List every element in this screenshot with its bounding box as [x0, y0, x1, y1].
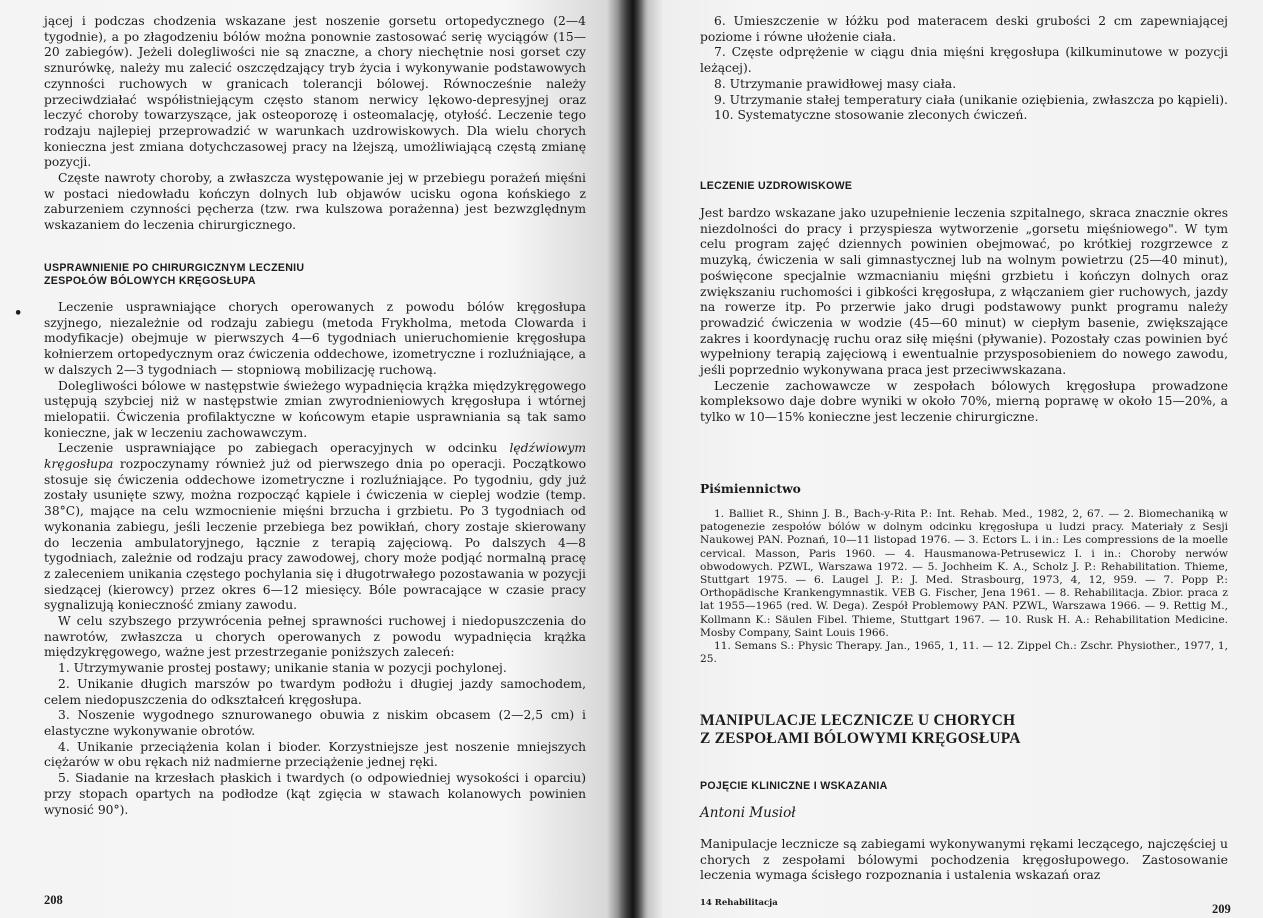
paragraph: Jest bardzo wskazane jako uzupełnienie leczenia szpitalnego, skraca znacznie okres niezdolności do pracy i przyspiesza wytworzenie „gorsetu mięśniowego". W tym celu program zajęć dziennych powinien obejmować, po krótkiej rozgrzewce z muzyką, ćwiczenia w sali gimnastycznej lub na wolnym powietrzu (25—40 minut), poświęcone specjalnie wzmacnianiu mięśni grzbietu i kończyn dolnych oraz zwiększaniu ruchomości i gibkości kręgosłupa, z włączaniem gier ruchowych, jazdy na rowerze itp. Po przerwie jako drugi podstawowy punkt programu należy prowadzić ćwiczenia w wodzie (45—60 minut) w ciepłym basenie, zwiększające zakres i koordynację ruchu oraz siłę mięśni (pływanie). Pozostały czas powinien być wypełniony terapią zajęciową i ewentualnie przysposobieniem do nowego zawodu, jeśli poprzednio wykonywana praca jest przeciwwskazana. — [700, 206, 1228, 378]
chapter-title — [700, 712, 1228, 748]
section-heading-line: ZESPOŁÓW BÓLOWYCH KRĘGOSŁUPA — [44, 275, 256, 287]
list-item: 1. Utrzymywanie prostej postawy; unikanie stania w pozycji pochylonej. — [58, 661, 507, 676]
paragraph: Częste nawroty choroby, a zwłaszcza występowanie jej w przebiegu porażeń mięśni w postaci niedowładu kończyn dolnych lub objawów ucisku ogona końskiego z zaburzeniem czynności pęcherza (tzw. rwa kulszowa porażenna) jest bezwzględnym wskazaniem do leczenia chirurgicznego. — [44, 171, 586, 233]
paragraph — [44, 441, 586, 614]
paragraph: Leczenie usprawniające chorych operowanych z powodu bólów kręgosłupa szyjnego, niezależnie od rodzaju zabiegu (metoda Frykholma, metoda Clowarda i modyfikacje) obejmuje w pierwszych 4—6 tygodniach unieruchomienie kręgosłupa kołnierzem ortopedycznym oraz ćwiczenia oddechowe, izometryczne i rozluźniające, a w dalszych 2—3 tygodniach — stopniową mobilizację ruchową. — [44, 300, 586, 377]
author-name: Antoni Musioł — [700, 805, 796, 821]
paragraph: jącej i podczas chodzenia wskazane jest noszenie gorsetu ortopedycznego (2—4 tygodnie), a po złagodzeniu bólów można ponownie zastosować serię wyciągów (15—20 zabiegów). Jeżeli dolegliwości nie są znaczne, a chory niechętnie nosi gorset czy sznurówkę, należy mu zalecić oszczędzający tryb życia i wykonywanie podstawowych czynności ruchowych w granicach tolerancji bólowej. Równocześnie należy przeciwdziałać współistniejącym często stanom nerwicy lękowo-depresyjnej oraz leczyć choroby towarzyszące, jak osteoporozę i osteomalację, otyłość. Leczenie tego rodzaju najlepiej przeprowadzić w warunkach uzdrowiskowych. Dla wielu chorych konieczna jest zmiana dotychczasowej pracy na lżejszą, umożliwiającą częstą zmianę pozycji. — [44, 14, 586, 170]
list-item: 10. Systematyczne stosowanie zleconych ćwiczeń. — [714, 108, 1028, 123]
section-heading: LECZENIE UZDROWISKOWE — [700, 180, 853, 192]
paragraph: W celu szybszego przywrócenia pełnej sprawności ruchowej i niedopuszczenia do nawrotów, zwłaszcza u chorych operowanych z powodu wypadnięcia krążka międzykręgowego, ważne jest przestrzeganie poniższych zaleceń: — [44, 614, 586, 660]
bibliography-entries: 11. Semans S.: Physic Therapy. Jan., 1965, 1, 11. — 12. Zippel Ch.: Zschr. Physiother., 1977, 1, 25. — [700, 640, 1228, 666]
emphasis: lędźwiowym kręgosłupa — [44, 441, 586, 472]
right-text-column-2 — [700, 836, 1228, 883]
left-text-column — [44, 14, 586, 234]
section-heading — [44, 262, 586, 288]
bibliography — [700, 508, 1228, 666]
right-page — [632, 0, 1263, 918]
list-item: 6. Umieszczenie w łóżku pod materacem deski grubości 2 cm zapewniającej poziome i równe ułożenie ciała. — [700, 14, 1228, 44]
list-item: 8. Utrzymanie prawidłowej masy ciała. — [714, 76, 957, 91]
list-item: 3. Noszenie wygodnego sznurowanego obuwia z niskim obcasem (2—2,5 cm) i elastyczne wykonywanie obrotów. — [44, 708, 586, 738]
footer-signature: 14 Rehabilitacja — [700, 898, 778, 908]
chapter-title-line: MANIPULACJE LECZNICZE U CHORYCH — [700, 712, 1016, 729]
right-text-column — [700, 206, 1228, 426]
left-text-column-2 — [44, 300, 586, 818]
section-heading: POJĘCIE KLINICZNE I WSKAZANIA — [700, 780, 888, 792]
list-item: 4. Unikanie przeciążenia kolan i bioder. Korzystniejsze jest noszenie mniejszych ciężarów w obu rękach niż nadmierne przeciążenie jednej ręki. — [44, 739, 586, 770]
list-item: 7. Częste odprężenie w ciągu dnia mięśni kręgosłupa (kilkuminutowe w pozycji leżącej). — [700, 45, 1228, 76]
paragraph: Leczenie zachowawcze w zespołach bólowych kręgosłupa prowadzone kompleksowo daje dobre wyniki w około 70%, mierną poprawę w około 15—20%, a tylko w 10—15% konieczne jest leczenie chirurgiczne. — [700, 378, 1228, 425]
book-gutter — [618, 0, 648, 918]
bibliography-entries: 1. Balliet R., Shinn J. B., Bach-y-Rita P.: Int. Rehab. Med., 1982, 2, 67. — 2. Biomechaniką w patogenezie zespołów bólów w dolnym odcinku kręgosłupa u ludzi pracy. Materiały z Sesji Naukowej PAN. Poznań, 10—11 listopad 1976. — 3. Ectors L. i in.: Les compressions de la moelle cervical. Masson, Paris 1960. — 4. Hausmanowa-Petrusewicz I. i in.: Choroby nerwów obwodowych. PZWL, Warszawa 1972. — 5. Jochheim K. A., Scholz J. P.: Rehabilitation. Thieme, Stuttgart 1975. — 6. Laugel J. P.: J. Med. Strasbourg, 1973, 4, 12, 959. — 7. Popp P.: Orthopädische Krankengymnastik. VEB G. Fischer, Jena 1961. — 8. Rehabilitacja. Zbior. praca z lat 1955—1965 (red. W. Dega). Zespół Problemowy PAN. PZWL, Warszawa 1966. — 9. Rettig M., Kollmann K.: Säulen Fibel. Thieme, Stuttgart 1967. — 10. Rusk H. A.: Rehabilitation Medicine. Mosby Company, Saint Louis 1966. — [700, 508, 1228, 639]
list-item: 2. Unikanie długich marszów po twardym podłożu i długiej jazdy samochodem, celem niedopuszczenia do odkształceń kręgosłupa. — [44, 676, 586, 707]
page-number: 208 — [44, 893, 63, 907]
section-heading-line: USPRAWNIENIE PO CHIRURGICZNYM LECZENIU — [44, 262, 305, 274]
recommendation-list-cont — [700, 14, 1228, 124]
chapter-title-line: Z ZESPOŁAMI BÓLOWYMI KRĘGOSŁUPA — [700, 730, 1021, 747]
paragraph-part: Leczenie usprawniające po zabiegach operacyjnych w odcinku — [58, 441, 510, 456]
recommendation-list — [44, 661, 586, 818]
paragraph: Manipulacje lecznicze są zabiegami wykonywanymi rękami leczącego, najczęściej u chorych z zespołami bólowymi pochodzenia kręgosłupowego. Zastosowanie leczenia wymaga ścisłego rozpoznania i ustalenia wskazań oraz — [700, 836, 1228, 883]
paragraph-part: rozpoczynamy również już od pierwszego dnia po operacji. Początkowo stosuje się ćwiczenia oddechowe izometryczne i rozluźniające. Po tygodniu, gdy już zostały usunięte szwy, można rozpocząć kąpiele i ćwiczenia w cieplej wodzie (temp. 38°C), mające na celu wzmocnienie mięśni brzucha i grzbietu. Po 3 tygodniach od wykonania zabiegu, jeśli leczenie przebiega bez powikłań, chory zostaje skierowany do leczenia ambulatoryjnego, łącznie z terapią zajęciową. Po dalszych 4—8 tygodniach, zależnie od rodzaju pracy zawodowej, chory może podjąć normalną pracę z zaleceniem unikania częstego pochylania się i długotrwałego pozostawania w pozycji siedzącej (kierowcy) przez okres 6—12 miesięcy. Bóle powracające w czasie pracy sygnalizują konieczność zmiany zawodu. — [44, 457, 586, 613]
page-number: 209 — [1212, 902, 1231, 916]
list-item: 9. Utrzymanie stałej temperatury ciała (unikanie oziębienia, zwłaszcza po kąpieli). — [714, 92, 1228, 107]
list-item: 5. Siadanie na krzesłach płaskich i twardych (o odpowiedniej wysokości i oparciu) przy stopach opartych na podłodze (kąt zgięcia w stawach kolanowych powinien wynosić 90°). — [44, 771, 586, 817]
margin-mark: • — [14, 306, 23, 321]
bibliography-heading: Piśmiennictwo — [700, 481, 801, 496]
paragraph: Dolegliwości bólowe w następstwie świeżego wypadnięcia krążka międzykręgowego ustępują szybciej niż w następstwie zmian zwyrodnieniowych kręgosłupa i wtórnej mielopatii. Ćwiczenia profilaktyczne w końcowym etapie usprawniania są tak samo konieczne, jak w leczeniu zachowawczym. — [44, 378, 586, 440]
